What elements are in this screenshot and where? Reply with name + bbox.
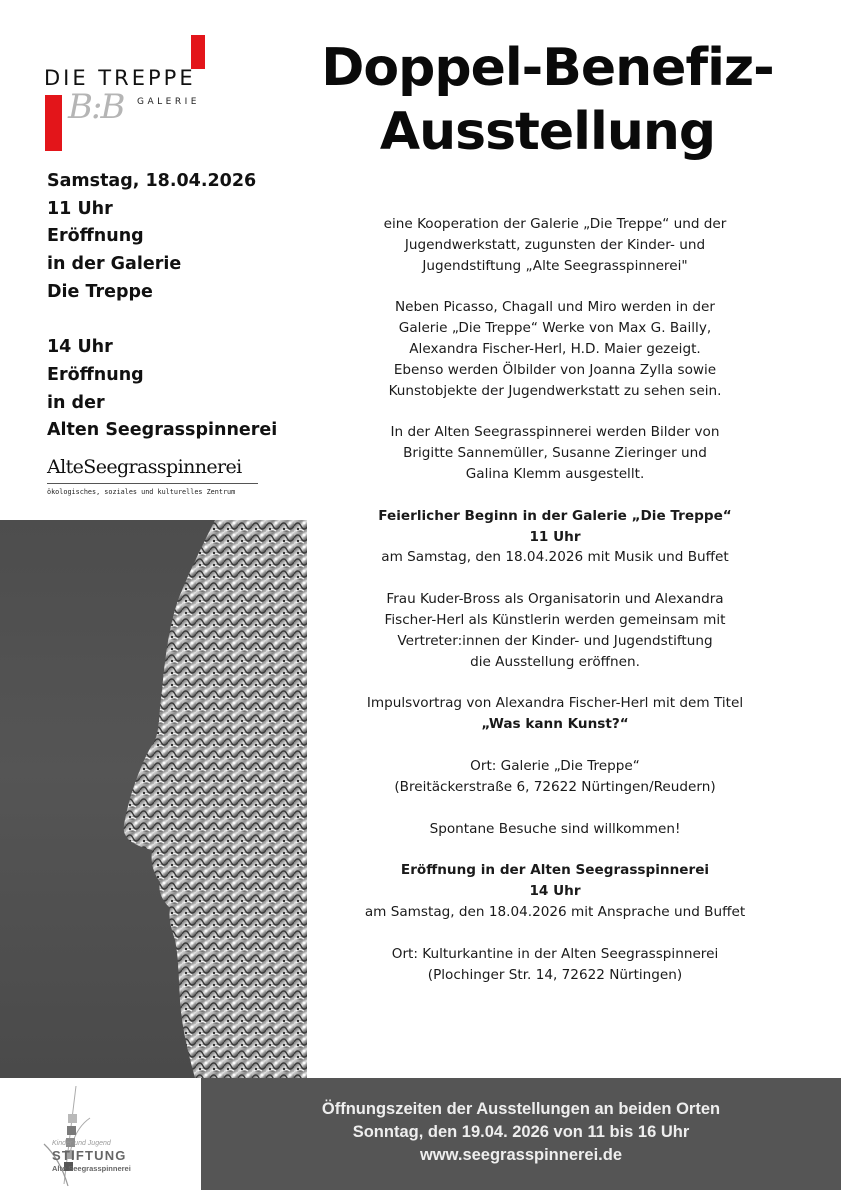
location-seegras-name: Ort: Kulturkantine in der Alten Seegrasspinnerei	[391, 945, 719, 962]
text-line: Neben Picasso, Chagall und Miro werden in der	[394, 299, 715, 316]
opening-treppe-time: 11 Uhr	[529, 528, 581, 545]
left-time-2: 14 Uhr	[47, 337, 113, 358]
opening-treppe-heading: Feierlicher Beginn in der Galerie „Die Treppe“	[378, 507, 732, 524]
location-seegras-paragraph	[330, 944, 780, 986]
logo-subtitle: GALERIE	[137, 97, 200, 107]
location-treppe-paragraph	[330, 756, 780, 798]
poster-title	[285, 36, 810, 164]
text-line: Brigitte Sannemüller, Susanne Zieringer und	[403, 445, 707, 462]
left-date: Samstag, 18.04.2026	[47, 171, 257, 191]
seegras-logo-rule	[47, 483, 258, 484]
footer-opening-hours-date: Sonntag, den 19.04. 2026 von 11 bis 16 Uhr	[352, 1123, 690, 1141]
logo-red-bar-top	[191, 35, 205, 69]
alte-seegrasspinnerei-logo	[47, 456, 262, 496]
text-line: Jugendstiftung „Alte Seegrasspinnerei"	[422, 257, 688, 274]
opening-seegras-detail: am Samstag, den 18.04.2026 mit Ansprache und Buffet	[364, 903, 746, 920]
seegras-logo-tagline: ökologisches, soziales und kulturelles Zentrum	[47, 488, 236, 496]
artists-treppe-paragraph	[330, 297, 780, 401]
left-text: Eröffnung	[47, 364, 144, 385]
left-event-summary	[47, 168, 327, 445]
text-line: Alexandra Fischer-Herl, H.D. Maier gezeigt.	[409, 340, 701, 357]
opening-treppe-paragraph	[330, 506, 780, 568]
talk-title: „Was kann Kunst?“	[481, 716, 629, 733]
welcome-paragraph	[330, 819, 780, 840]
text-line: Galina Klemm ausgestellt.	[465, 465, 645, 482]
text-line: Fischer-Herl als Künstlerin werden gemeinsam mit	[384, 611, 726, 628]
galerie-die-treppe-logo	[40, 35, 220, 155]
text-line: die Ausstellung eröffnen.	[470, 653, 640, 670]
text-line: Ebenso werden Ölbilder von Joanna Zylla sowie	[393, 361, 717, 378]
left-text: in der Galerie	[47, 254, 182, 275]
welcome-text: Spontane Besuche sind willkommen!	[429, 820, 681, 837]
logo-red-bar-left	[45, 95, 62, 151]
text-line: In der Alten Seegrasspinnerei werden Bilder von	[390, 424, 720, 441]
silver-head-profile-image	[0, 520, 307, 1078]
location-treppe-address: (Breitäckerstraße 6, 72622 Nürtingen/Reudern)	[394, 778, 716, 795]
text-line: Frau Kuder-Bross als Organisatorin und Alexandra	[386, 591, 724, 608]
left-text: in der	[47, 392, 105, 413]
logo-name: DIE TREPPE	[44, 66, 196, 90]
left-text: Die Treppe	[47, 281, 153, 302]
artists-seegras-paragraph	[330, 422, 780, 484]
intro-paragraph	[330, 214, 780, 276]
text-line: eine Kooperation der Galerie „Die Treppe“ und der	[383, 216, 727, 232]
stiftung-logo	[0, 1078, 201, 1190]
logo-monogram: B:B	[68, 87, 124, 127]
location-seegras-address: (Plochinger Str. 14, 72622 Nürtingen)	[427, 966, 683, 983]
footer-website-link[interactable]: www.seegrasspinnerei.de	[419, 1146, 623, 1164]
talk-intro: Impulsvortrag von Alexandra Fischer-Herl mit dem Titel	[366, 695, 744, 712]
seegras-logo-name: AlteSeegrasspinnerei	[47, 456, 242, 478]
event-description	[330, 214, 780, 1006]
left-text: Alten Seegrasspinnerei	[47, 420, 278, 441]
stiftung-subtitle: Alte Seegrasspinnerei	[52, 1164, 131, 1173]
text-line: Vertreter:innen der Kinder- und Jugendstiftung	[397, 632, 713, 649]
stiftung-name: STIFTUNG	[52, 1148, 127, 1163]
opening-treppe-detail: am Samstag, den 18.04.2026 mit Musik und Buffet	[381, 549, 729, 566]
sculpture-head-photo	[0, 520, 307, 1078]
left-time-1: 11 Uhr	[47, 198, 113, 219]
spacer	[47, 307, 327, 335]
location-treppe-name: Ort: Galerie „Die Treppe“	[470, 757, 640, 774]
text-line: Kunstobjekte der Jugendwerkstatt zu sehen sein.	[388, 382, 722, 399]
left-text: Eröffnung	[47, 226, 144, 247]
opening-seegras-time: 14 Uhr	[529, 883, 581, 900]
opening-hours-footer	[201, 1078, 841, 1190]
title-line-1: Doppel-Benefiz-	[321, 38, 774, 98]
opening-seegras-heading: Eröffnung in der Alten Seegrasspinnerei	[400, 862, 710, 879]
footer-opening-hours-title: Öffnungszeiten der Ausstellungen an beiden Orten	[321, 1100, 721, 1118]
talk-paragraph	[330, 693, 780, 735]
opening-seegras-paragraph	[330, 860, 780, 922]
speakers-paragraph	[330, 589, 780, 672]
stiftung-kicker: Kinder und Jugend	[52, 1140, 111, 1147]
title-line-2: Ausstellung	[379, 102, 716, 162]
text-line: Galerie „Die Treppe“ Werke von Max G. Bailly,	[398, 320, 712, 337]
text-line: Jugendwerkstatt, zugunsten der Kinder- und	[404, 236, 706, 253]
